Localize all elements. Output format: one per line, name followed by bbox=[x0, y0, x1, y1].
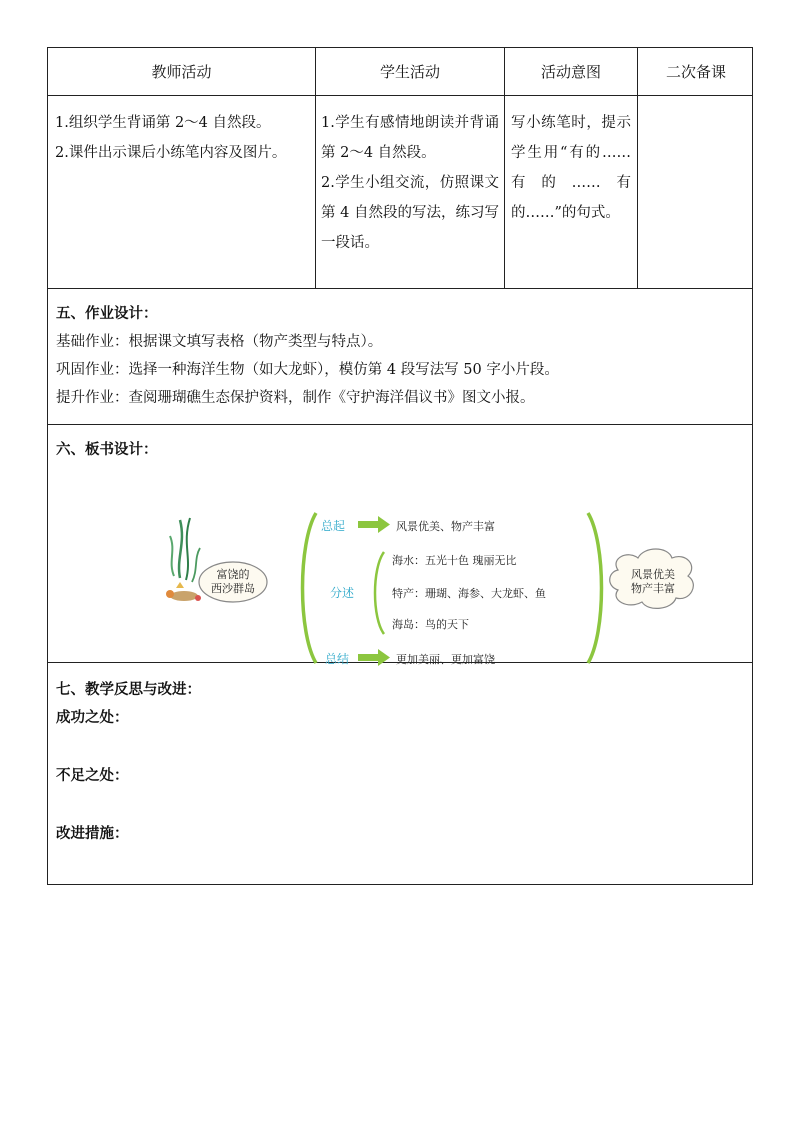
header-second-prep: 二次备课 bbox=[665, 63, 726, 81]
row-divider bbox=[48, 288, 752, 289]
detail-line: 特产：珊瑚、海参、大龙虾、鱼 bbox=[392, 587, 546, 600]
cloud-line: 物产丰富 bbox=[631, 582, 675, 595]
lesson-table bbox=[47, 47, 753, 885]
header-student: 学生活动 bbox=[379, 63, 440, 81]
header-teacher: 教师活动 bbox=[151, 63, 212, 81]
center-label-line: 西沙群岛 bbox=[211, 582, 255, 595]
summary-text: 更加美丽、更加富饶 bbox=[396, 653, 495, 666]
activity-intent-text: 写小练笔时，提示学生用“有的……有的……有的……”的句式。 bbox=[511, 115, 631, 221]
teacher-activity-cell bbox=[55, 108, 309, 168]
island-illustration bbox=[166, 518, 201, 601]
reflection-section bbox=[56, 676, 746, 848]
teacher-activity-line: 1.组织学生背诵第 2～4 自然段。 bbox=[55, 115, 271, 131]
center-label-line: 富饶的 bbox=[216, 568, 250, 581]
summary-label: 总结 bbox=[325, 652, 350, 666]
intro-text: 风景优美、物产丰富 bbox=[396, 520, 495, 533]
activity-intent-cell bbox=[511, 108, 631, 228]
reflection-shortcoming: 不足之处： bbox=[56, 767, 129, 784]
homework-line: 提升作业：查阅珊瑚礁生态保护资料，制作《守护海洋倡议书》图文小报。 bbox=[56, 390, 535, 406]
cloud-line: 风景优美 bbox=[631, 568, 675, 581]
board-title: 六、板书设计： bbox=[56, 441, 158, 458]
homework-line: 基础作业：根据课文填写表格（物产类型与特点）。 bbox=[56, 334, 383, 350]
reflection-success: 成功之处： bbox=[56, 709, 129, 726]
student-activity-line: 1.学生有感情地朗读并背诵第 2～4 自然段。 bbox=[321, 115, 499, 161]
teacher-activity-line: 2.课件出示课后小练笔内容及图片。 bbox=[55, 145, 287, 161]
header-intent: 活动意图 bbox=[540, 63, 601, 81]
student-activity-cell bbox=[321, 108, 499, 258]
summary-arrow bbox=[358, 649, 390, 666]
detail-line: 海水：五光十色 瑰丽无比 bbox=[392, 554, 517, 567]
inner-brace bbox=[375, 552, 384, 634]
reflection-improve: 改进措施： bbox=[56, 825, 129, 842]
row-divider bbox=[48, 95, 752, 96]
intro-label: 总起 bbox=[321, 519, 346, 533]
detail-label: 分述 bbox=[330, 586, 355, 600]
homework-line: 巩固作业：选择一种海洋生物（如大龙虾），模仿第 4 段写法写 50 字小片段。 bbox=[56, 362, 559, 378]
reflection-title: 七、教学反思与改进： bbox=[56, 681, 201, 698]
board-diagram bbox=[158, 458, 675, 666]
right-brace bbox=[588, 513, 602, 663]
left-brace bbox=[303, 513, 317, 663]
homework-title: 五、作业设计： bbox=[56, 305, 158, 322]
row-divider bbox=[48, 424, 752, 425]
detail-line: 海岛：鸟的天下 bbox=[392, 618, 469, 631]
student-activity-line: 2.学生小组交流，仿照课文第 4 自然段的写法，练习写一段话。 bbox=[321, 175, 499, 251]
homework-section bbox=[56, 300, 746, 412]
intro-arrow bbox=[358, 516, 390, 533]
